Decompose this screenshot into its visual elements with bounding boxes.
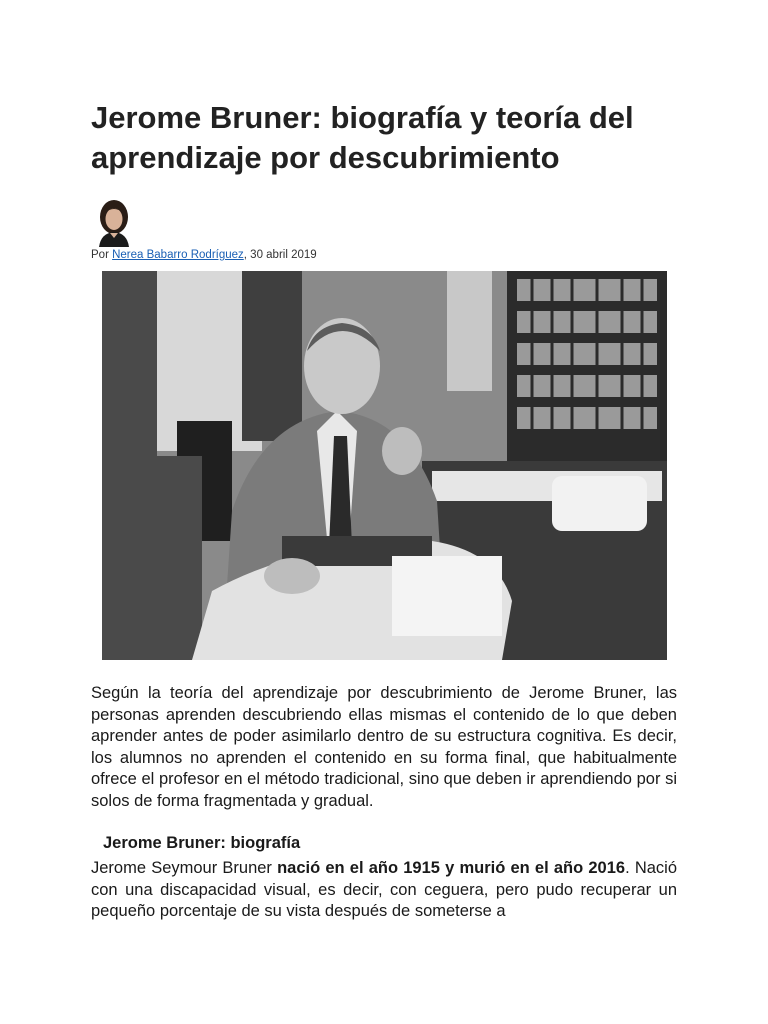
article-title: Jerome Bruner: biografía y teoría del aprendizaje por descubrimiento — [91, 100, 634, 175]
bio-text-bold: nació en el año 1915 y murió en el año 2016 — [277, 859, 626, 877]
bio-text-part1: Jerome Seymour Bruner — [91, 859, 278, 877]
byline-prefix: Por — [91, 249, 113, 261]
hero-photo — [102, 271, 667, 660]
section-heading: Jerome Bruner: biografía — [103, 834, 301, 852]
byline — [91, 249, 317, 261]
author-link[interactable]: Nerea Babarro Rodríguez — [112, 249, 244, 261]
bio-text-part2: . Nació con una discapacidad visual, es decir, con ceguera, pero pudo recuperar un pequeño porcentaje de su vista después de someterse a — [91, 859, 678, 920]
author-avatar — [91, 197, 137, 247]
publish-date: , 30 abril 2019 — [243, 249, 317, 261]
intro-paragraph: Según la teoría del aprendizaje por descubrimiento de Jerome Bruner, las personas aprenden descubriendo ellas mismas el contenido de lo que deben aprender antes de poder asimilarlo dentro de su estructura cognitiva. Es decir, los alumnos no aprenden el contenido en su forma final, que habitualmente ofrece el profesor en el método tradicional, sino que deben ir aprendiendo por si solos de forma fragmentada y gradual. — [91, 684, 677, 810]
bio-paragraph — [91, 858, 677, 923]
